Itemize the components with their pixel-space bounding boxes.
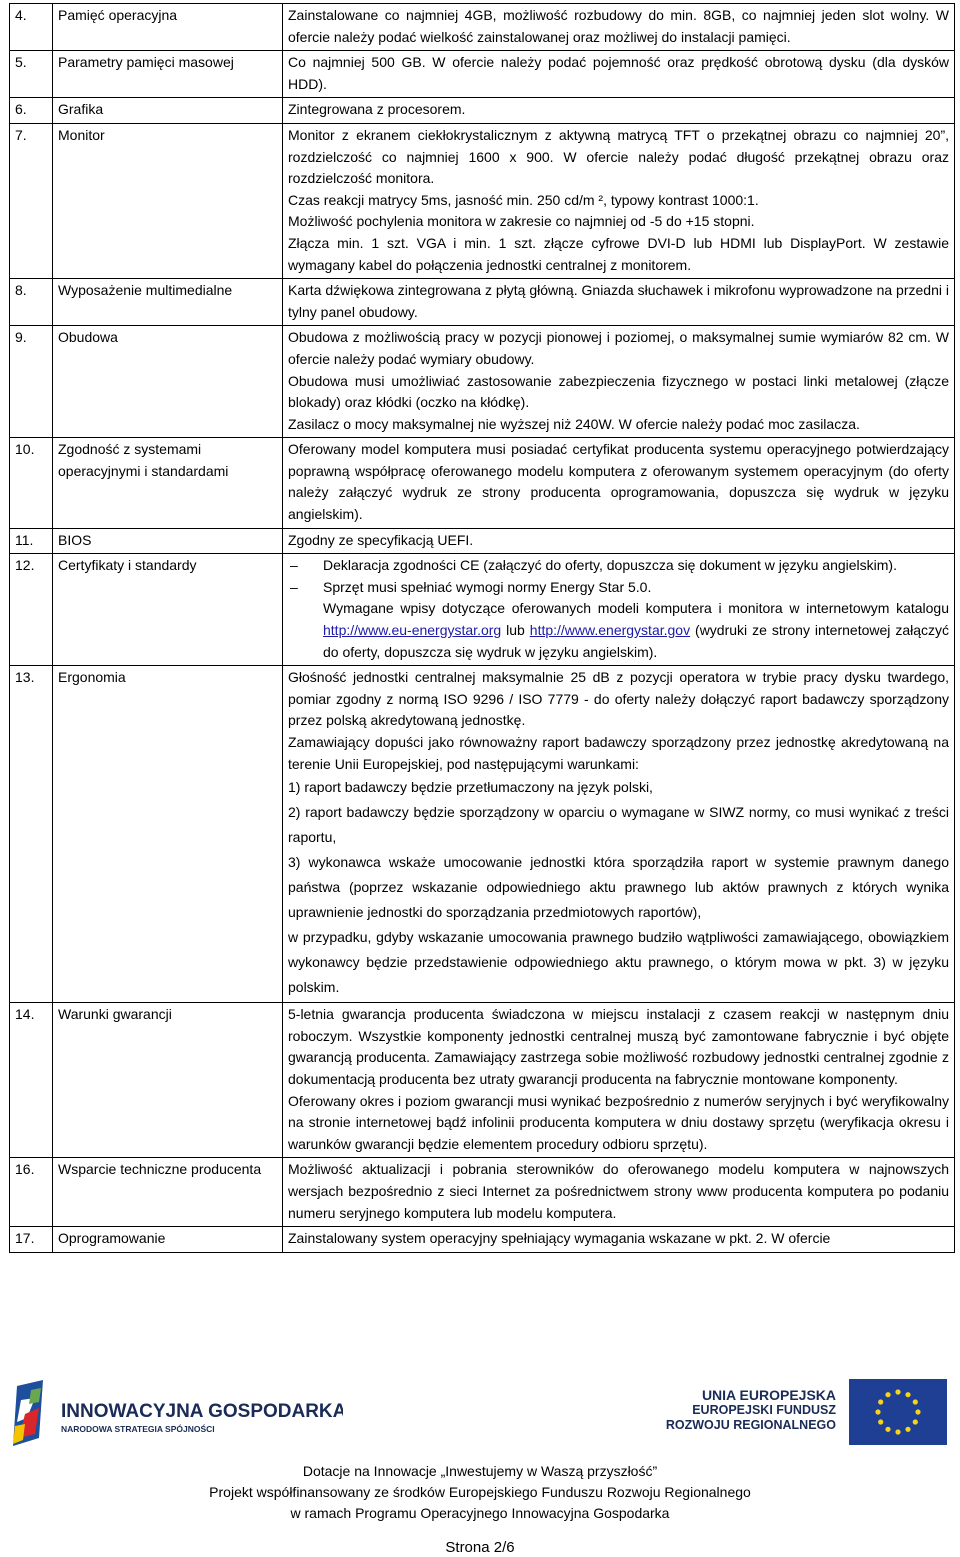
spec-row-description bbox=[283, 438, 955, 528]
description-paragraph: Oferowany okres i poziom gwarancji musi wynikać bezpośrednio z numerów seryjnych i być weryfikowalny na stronie internetowej bądź infolinii producenta komputera w dniu dostawy sprzętu (weryfikacja okresu i warunków gwarancji będzie elementem procedury odbioru sprzętu). bbox=[288, 1092, 949, 1152]
spec-row-number: 13. bbox=[10, 666, 53, 1003]
spec-row bbox=[10, 438, 955, 528]
specification-table bbox=[9, 3, 955, 1253]
eu-logo-title: UNIA EUROPEJSKA bbox=[701, 1387, 836, 1403]
eu-logo-line2: EUROPEJSKI FUNDUSZ bbox=[692, 1403, 836, 1417]
spec-row-name: Warunki gwarancji bbox=[53, 1003, 283, 1158]
description-paragraph: Głośność jednostki centralnej maksymalnie 25 dB z pozycji operatora w trybie pracy dysku twardego, pomiar zgodny z normą ISO 9296 / ISO 7779 - do oferty należy dołączyć raport badawczy sporządzony przez polską akredytowaną jednostkę. bbox=[288, 669, 949, 729]
spec-row-description bbox=[283, 4, 955, 51]
spec-row-name: Obudowa bbox=[53, 326, 283, 438]
description-paragraph: Karta dźwiękowa zintegrowana z płytą główną. Gniazda słuchawek i mikrofonu wyprowadzone na przedni i tylny panel obudowy. bbox=[288, 282, 949, 320]
spec-row-description bbox=[283, 528, 955, 554]
spec-row-number: 7. bbox=[10, 123, 53, 278]
eu-flag-star bbox=[878, 1419, 883, 1424]
energystar-gov-link[interactable]: http://www.energystar.gov bbox=[529, 622, 691, 639]
eu-flag-star bbox=[878, 1399, 883, 1404]
spec-row bbox=[10, 279, 955, 326]
eu-flag-star bbox=[875, 1409, 880, 1414]
description-condition: 2) raport badawczy będzie sporządzony w oparciu o wymagane w SIWZ normy, co musi wynikać z treści raportu, bbox=[288, 804, 949, 846]
spec-row-name: Wsparcie techniczne producenta bbox=[53, 1158, 283, 1227]
eu-flag-star bbox=[885, 1427, 890, 1432]
eu-flag-star bbox=[895, 1429, 900, 1434]
spec-row-number: 5. bbox=[10, 51, 53, 98]
spec-row-description bbox=[283, 666, 955, 1003]
spec-row-number: 12. bbox=[10, 554, 53, 666]
description-paragraph: 5-letnia gwarancja producenta świadczona w miejscu instalacji z czasem reakcji w następnym dniu roboczym. Wszystkie komponenty jednostki centralnej muszą być zamontowane fabrycznie i być objęte gwarancją producenta. Zamawiający zastrzega sobie możliwość rozbudowy jednostki centralnej zgodnie z dokumentacją producenta bez utraty gwarancji producenta na fabrycznie montowane komponenty. bbox=[288, 1006, 949, 1087]
catalog-note-text: Wymagane wpisy dotyczące oferowanych modeli komputera i monitora w internetowym katalogu bbox=[323, 600, 949, 617]
description-paragraph: Złącza min. 1 szt. VGA i min. 1 szt. złącze cyfrowe DVI-D lub HDMI lub DisplayPort. W zestawie wymagany kabel do połączenia jednostki centralnej z monitorem. bbox=[288, 234, 949, 273]
spec-row bbox=[10, 98, 955, 124]
page-number: Strona 2/6 bbox=[445, 1539, 515, 1556]
eu-logo bbox=[650, 1388, 836, 1440]
spec-row-number: 16. bbox=[10, 1158, 53, 1227]
eu-flag-star bbox=[905, 1427, 910, 1432]
spec-row-description bbox=[283, 279, 955, 326]
eu-flag-star bbox=[913, 1399, 918, 1404]
spec-row bbox=[10, 1158, 955, 1227]
description-paragraph: Co najmniej 500 GB. W ofercie należy podać pojemność oraz prędkość obrotową dysku (dla dysków HDD). bbox=[288, 54, 949, 92]
spec-row bbox=[10, 554, 955, 666]
spec-row bbox=[10, 1227, 955, 1253]
certificate-list bbox=[288, 555, 949, 663]
spec-row bbox=[10, 4, 955, 51]
spec-row-description bbox=[283, 554, 955, 666]
innowacyjna-gospodarka-logo bbox=[13, 1378, 343, 1448]
spec-row-description bbox=[283, 1003, 955, 1158]
footer-text bbox=[0, 1461, 960, 1524]
eu-flag-star bbox=[905, 1392, 910, 1397]
catalog-note-text: (wydruki ze strony internetowej załączyć do oferty, dopuszcza się wydruk w języku angielskim). bbox=[323, 622, 949, 660]
spec-row-number: 8. bbox=[10, 279, 53, 326]
description-paragraph: Zainstalowane co najmniej 4GB, możliwość rozbudowy do min. 8GB, co najmniej jeden slot wolny. W ofercie należy podać wielkość zainstalowanej oraz możliwej do instalacji pamięci. bbox=[288, 7, 949, 45]
spec-row-name: Parametry pamięci masowej bbox=[53, 51, 283, 98]
description-paragraph: Zasilacz o mocy maksymalnej nie wyższej niż 240W. W ofercie należy podać moc zasilacza. bbox=[288, 415, 860, 432]
eu-flag-star bbox=[915, 1409, 920, 1414]
eu-flag-star bbox=[913, 1419, 918, 1424]
spec-row-name: Oprogramowanie bbox=[53, 1227, 283, 1253]
spec-row-description bbox=[283, 51, 955, 98]
spec-row-name: Wyposażenie multimedialne bbox=[53, 279, 283, 326]
description-paragraph: Obudowa musi umożliwiać zastosowanie zabezpieczenia fizycznego w postaci linki metalowej (złącze blokady) oraz kłódki (oczko na kłódkę). bbox=[288, 372, 949, 411]
description-condition: 1) raport badawczy będzie przetłumaczony na język polski, bbox=[288, 779, 653, 796]
spec-row-name: Ergonomia bbox=[53, 666, 283, 1003]
spec-row-number: 17. bbox=[10, 1227, 53, 1253]
footer-line-2: Projekt współfinansowany ze środków Europejskiego Funduszu Rozwoju Regionalnego bbox=[209, 1484, 751, 1500]
spec-row-name: Pamięć operacyjna bbox=[53, 4, 283, 51]
spec-row-description bbox=[283, 1158, 955, 1227]
spec-row-number: 10. bbox=[10, 438, 53, 528]
catalog-note-text: lub bbox=[501, 622, 530, 639]
spec-row bbox=[10, 666, 955, 1003]
spec-row-description bbox=[283, 326, 955, 438]
description-condition: 3) wykonawca wskaże umocowanie jednostki która sporządziła raport w systemie prawnym danego państwa (poprzez wskazanie odpowiedniego aktu prawnego lub aktów prawnych z których wynika uprawnienie jednostki do sporządzania przedmiotowych raportów), bbox=[288, 854, 949, 921]
certificate-list-item bbox=[323, 577, 949, 663]
certificate-list-item bbox=[323, 555, 949, 577]
description-condition: w przypadku, gdyby wskazanie umocowania prawnego budziło wątpliwości zamawiającego, obowiązkiem wykonawcy będzie przedstawienie odpowiedniego aktu prawnego, o którym mowa w pkt. 3) w języku polskim. bbox=[288, 929, 949, 996]
description-paragraph: Zainstalowany system operacyjny spełniający wymagania wskazane w pkt. 2. W ofercie bbox=[288, 1230, 831, 1247]
spec-row-description bbox=[283, 123, 955, 278]
eu-logo-line3: ROZWOJU REGIONALNEGO bbox=[665, 1418, 836, 1432]
certificate-text: Deklaracja zgodności CE (załączyć do oferty, dopuszcza się dokument w języku angielskim). bbox=[323, 557, 897, 574]
spec-row-name: Zgodność z systemami operacyjnymi i standardami bbox=[53, 438, 283, 528]
eu-energystar-link[interactable]: http://www.eu-energystar.org bbox=[323, 622, 502, 639]
spec-row-name: Certyfikaty i standardy bbox=[53, 554, 283, 666]
spec-row bbox=[10, 1003, 955, 1158]
description-paragraph: Zintegrowana z procesorem. bbox=[288, 101, 466, 118]
spec-row-description bbox=[283, 1227, 955, 1253]
description-paragraph: Obudowa z możliwością pracy w pozycji pionowej i poziomej, o maksymalnej sumie wymiarów 82 cm. W ofercie należy podać wymiary obudowy. bbox=[288, 329, 949, 367]
description-paragraph: Monitor z ekranem ciekłokrystalicznym z aktywną matrycą TFT o przekątnej obrazu co najmniej 20”, rozdzielczość co najmniej 1600 x 900. W ofercie należy podać długość przekątnej obrazu oraz rozdzielczość monitora. bbox=[288, 126, 949, 187]
description-paragraph: Oferowany model komputera musi posiadać certyfikat producenta systemu operacyjnego potwierdzający poprawną współpracę oferowanego modelu komputera z oferowanym systemem operacyjnym (do oferty należy załączyć wydruk ze strony producenta oprogramowania, dopuszcza się wydruk w języku angielskim). bbox=[288, 441, 949, 523]
certificate-text: Sprzęt musi spełniać wymogi normy Energy Star 5.0. bbox=[323, 578, 652, 595]
footer-line-1: Dotacje na Innowacje „Inwestujemy w Waszą przyszłość” bbox=[302, 1463, 658, 1479]
innowacyjna-gospodarka-emblem bbox=[13, 1378, 343, 1448]
logo-left-subtitle: NARODOWA STRATEGIA SPÓJNOŚCI bbox=[61, 1424, 215, 1434]
description-paragraph: Zgodny ze specyfikacją UEFI. bbox=[288, 531, 474, 548]
spec-row-name: Monitor bbox=[53, 123, 283, 278]
spec-row-description bbox=[283, 98, 955, 124]
spec-row bbox=[10, 51, 955, 98]
specification-table-body bbox=[10, 4, 955, 1253]
description-paragraph: Zamawiający dopuści jako równoważny raport badawczy sporządzony przez jednostkę akredytowaną na terenie Unii Europejskiej, pod następującymi warunkami: bbox=[288, 734, 949, 772]
spec-row-number: 4. bbox=[10, 4, 53, 51]
spec-row-number: 9. bbox=[10, 326, 53, 438]
spec-row-name: BIOS bbox=[53, 528, 283, 554]
spec-row bbox=[10, 326, 955, 438]
spec-row-number: 11. bbox=[10, 528, 53, 554]
spec-row bbox=[10, 123, 955, 278]
footer-line-3: w ramach Programu Operacyjnego Innowacyjna Gospodarka bbox=[290, 1505, 670, 1521]
description-paragraph: Możliwość pochylenia monitora w zakresie co najmniej od -5 do +15 stopni. bbox=[288, 213, 755, 230]
spec-row-number: 14. bbox=[10, 1003, 53, 1158]
spec-row-number: 6. bbox=[10, 98, 53, 124]
eu-flag-icon bbox=[849, 1379, 947, 1445]
spec-row-name: Grafika bbox=[53, 98, 283, 124]
description-paragraph: Czas reakcji matrycy 5ms, jasność min. 250 cd/m ², typowy kontrast 1000:1. bbox=[288, 191, 759, 208]
spec-row bbox=[10, 528, 955, 554]
certificate-catalog-note bbox=[323, 598, 949, 663]
logo-left-title: INNOWACYJNA GOSPODARKA bbox=[61, 1401, 343, 1422]
description-paragraph: Możliwość aktualizacji i pobrania sterowników do oferowanego modelu komputera w najnowszych wersjach bezpośrednio z sieci Internet za pośrednictwem strony www producenta komputera po podaniu numeru seryjnego komputera lub modelu komputera. bbox=[288, 1161, 949, 1221]
eu-flag-star bbox=[895, 1389, 900, 1394]
eu-flag-star bbox=[885, 1392, 890, 1397]
